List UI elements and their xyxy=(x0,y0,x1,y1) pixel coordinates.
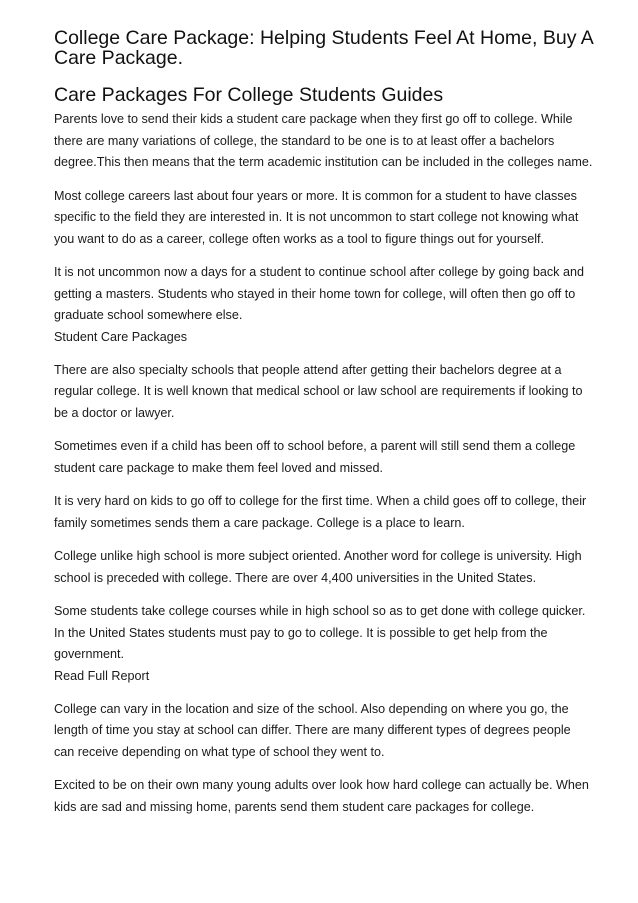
read-full-report-link[interactable]: Read Full Report xyxy=(54,668,150,683)
section-heading: Care Packages For College Students Guides xyxy=(54,84,444,106)
paragraph-2: Most college careers last about four years or more. It is common for a student to have classes specific to the field they are interested in. It is not uncommon to start college not knowing what you want to do as a career, college often works as a tool to figure things out for yourself. xyxy=(54,188,579,246)
paragraph-8: Some students take college courses while in high school so as to get done with college quicker. In the United States students must pay to go to college. It is possible to get help from the government. xyxy=(54,604,586,661)
paragraph-5: Sometimes even if a child has been off to school before, a parent will still send them a college student care package to make them feel loved and missed. xyxy=(54,439,576,475)
document-title: College Care Package: Helping Students Feel At Home, Buy A Care Package. xyxy=(54,27,593,69)
paragraph-3: It is not uncommon now a days for a student to continue school after college by going back and getting a masters. Students who stayed in their home town for college, will often then go off to graduate school somewhere else. xyxy=(54,265,584,322)
subheading-student-care-packages: Student Care Packages xyxy=(54,329,188,344)
paragraph-10: Excited to be on their own many young adults over look how hard college can actually be. When kids are sad and missing home, parents send them student care packages for college. xyxy=(54,778,589,814)
paragraph-4: There are also specialty schools that people attend after getting their bachelors degree at a regular college. It is well known that medical school or law school are requirements if looking to be a doctor or lawyer. xyxy=(54,362,583,420)
document-page xyxy=(54,28,594,818)
paragraph-9: College can vary in the location and size of the school. Also depending on where you go, the length of time you stay at school can differ. There are many different types of degrees people can receive depending on what type of school they went to. xyxy=(54,701,571,759)
paragraph-7: College unlike high school is more subject oriented. Another word for college is university. High school is preceded with college. There are over 4,400 universities in the United States. xyxy=(54,549,582,585)
paragraph-1: Parents love to send their kids a student care package when they first go off to college. While there are many variations of college, the standard to be one is to at least offer a bachelors degree.This then means that the term academic institution can be included in the colleges name. xyxy=(54,112,593,169)
paragraph-6: It is very hard on kids to go off to college for the first time. When a child goes off to college, their family sometimes sends them a care package. College is a place to learn. xyxy=(54,494,587,530)
